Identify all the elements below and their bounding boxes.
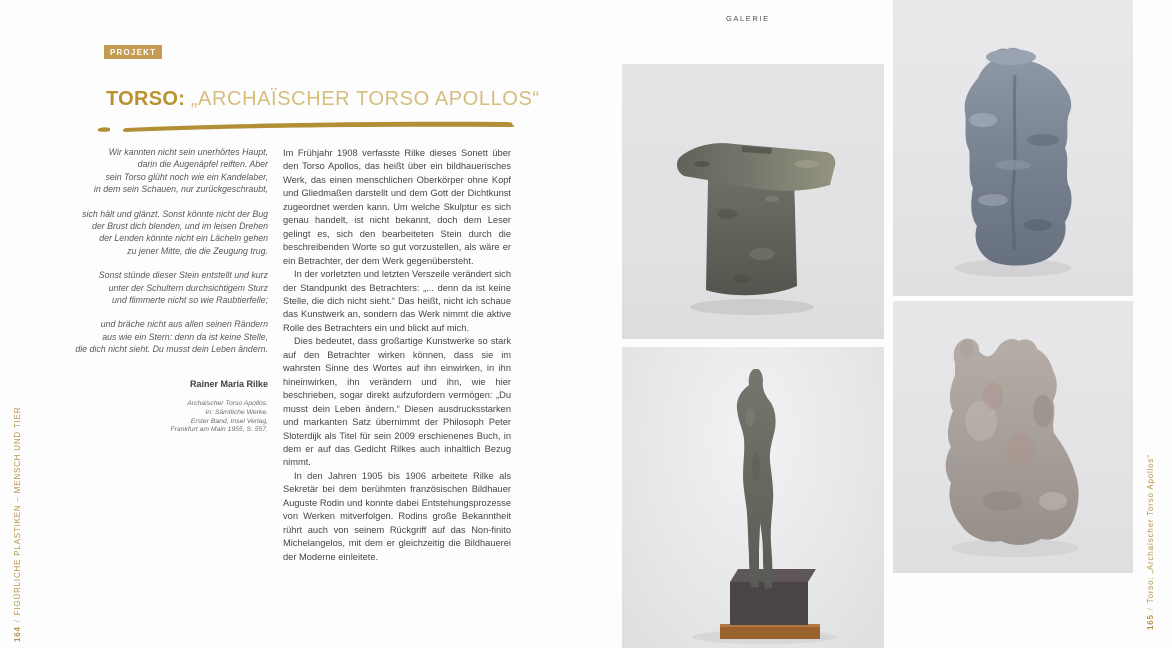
- right-page-separator: /: [1146, 607, 1155, 611]
- poem-line: und flimmerte nicht so wie Raubtierfelle;: [112, 295, 268, 306]
- sculpture-photo-block-torso: [622, 64, 884, 339]
- brush-underline: [96, 119, 520, 135]
- poem-line: darin die Augenäpfel reiften. Aber: [137, 159, 268, 170]
- poem-stanza-3: [58, 269, 268, 306]
- blue-torso-illustration: [893, 0, 1133, 296]
- slim-figure-illustration: [622, 347, 884, 648]
- source-line: Frankfurt am Main 1955, S. 557.: [170, 426, 268, 434]
- poem-line: der Brust dich blenden, und im leisen Drehen: [91, 221, 268, 232]
- poem-line: Sonst stünde dieser Stein entstellt und kurz: [98, 270, 268, 281]
- sculpture-photo-slim-figure: [622, 347, 884, 648]
- right-page-chapter-label: Torso: „Archaïscher Torso Apollos“: [1146, 454, 1155, 604]
- body-paragraph-3: Dies bedeutet, dass großartige Kunstwerke so stark auf den Betrachter wirken können, dass sie im wahrsten Sinne des Wortes auf ihn einwirken, in ihn hineinwirken, ihn verändern und ihn, wie hier beschrieben, sogar direkt aufzufordern vermögen: „Du musst dein Leben ändern.“ Diesen ausdrucksstarken und markanten Satz übernimmt der Philosoph Peter Sloterdijk als Titel für sein 2009 erschienenes Buch, in dem er auf das Gedicht Rilkes auch inhaltlich Bezug nimmt.: [283, 336, 511, 468]
- poem-line: und bräche nicht aus allen seinen Rändern: [100, 319, 268, 330]
- poem-column: [58, 146, 268, 435]
- poem-stanza-1: [58, 146, 268, 196]
- body-text-column: [283, 147, 511, 564]
- poem-line: Wir kannten nicht sein unerhörtes Haupt,: [108, 147, 268, 157]
- right-page-number: 165: [1146, 614, 1155, 630]
- poem-line: zu jener Mitte, die die Zeugung trug.: [127, 245, 268, 256]
- poem-line: die dich nicht sieht. Du musst dein Leben ändern.: [75, 344, 268, 355]
- sculpture-photo-blue-torso: [893, 0, 1133, 296]
- body-paragraph-4: In den Jahren 1905 bis 1906 arbeitete Rilke als Sekretär bei dem berühmten französischen Bildhauer Auguste Rodin und konnte dabei Entstehungsprozesse von Werken mitverfolgen. Rodins große Bekanntheit rührt auch von seinem Rückgriff auf das Non-finito Michelangelos, mit dem er gleichzeitig die Bildhauerei der Moderne einleitete.: [283, 470, 511, 562]
- poem-line: unter der Schultern durchsichtigem Sturz: [108, 282, 268, 293]
- left-page-number: 164: [13, 626, 22, 642]
- poem-line: sein Torso glüht noch wie ein Kandelaber,: [105, 171, 268, 182]
- running-header: GALERIE: [726, 14, 770, 23]
- poem-source: [58, 400, 268, 435]
- poem-line: der Lenden könnte nicht ein Lächeln gehen: [99, 233, 268, 244]
- source-line: Erster Band, Insel Verlag,: [190, 417, 268, 425]
- left-page-separator: /: [13, 619, 22, 623]
- body-paragraph-1: Im Frühjahr 1908 verfasste Rilke dieses Sonett über den Torso Apollos, das heißt über ein bildhauerisches Werk, das einen menschlichen Oberkörper ohne Kopf und Gliedmaßen darstellt und dem Gott der Dichtkunst zugeordnet werden kann. Um welche Skulptur es sich genau handelt, ist nicht bekannt, doch dem Leser gelingt es, sich den bearbeiteten Stein durch die beschreibenden Worte so gut vorzustellen, als wäre er ein Betrachter, der dem Werk gegenübersteht.: [283, 148, 511, 266]
- page-title: [106, 88, 540, 111]
- beige-torso-illustration: [893, 301, 1133, 573]
- source-line: Archaïscher Torso Apollos.: [187, 400, 268, 408]
- poem-line: sich hält und glänzt. Sonst könnte nicht der Bug: [82, 208, 268, 219]
- source-line: In: Sämtliche Werke.: [205, 408, 268, 416]
- left-page-chapter-label: FIGÜRLICHE PLASTIKEN – MENSCH UND TIER: [13, 406, 22, 616]
- poem-stanza-4: [58, 318, 268, 355]
- left-page-spine-label: [13, 407, 22, 642]
- poem-line: aus wie ein Stern: denn da ist keine Stelle,: [102, 331, 268, 342]
- poem-stanza-2: [58, 208, 268, 258]
- right-page-spine-label: [1146, 454, 1155, 630]
- page-title-rest: „ARCHAÏSCHER TORSO APOLLOS“: [190, 88, 540, 110]
- page-title-lead: TORSO:: [106, 88, 186, 110]
- projekt-badge: PROJEKT: [104, 45, 162, 59]
- block-torso-illustration: [622, 64, 884, 339]
- poem-author: Rainer Maria Rilke: [189, 378, 268, 389]
- body-paragraph-2: In der vorletzten und letzten Verszeile verändert sich der Standpunkt des Betrachters: „... denn da ist keine Stelle, die dich nicht sieht.“ Das heißt, nicht ich schaue das Kunstwerk an, sondern das Werk nimmt die aktive Rolle des Betrachters ein und blickt auf mich.: [283, 269, 511, 333]
- sculpture-photo-beige-torso: [893, 301, 1133, 573]
- poem-line: in dem sein Schauen, nur zurückgeschraubt,: [93, 184, 268, 195]
